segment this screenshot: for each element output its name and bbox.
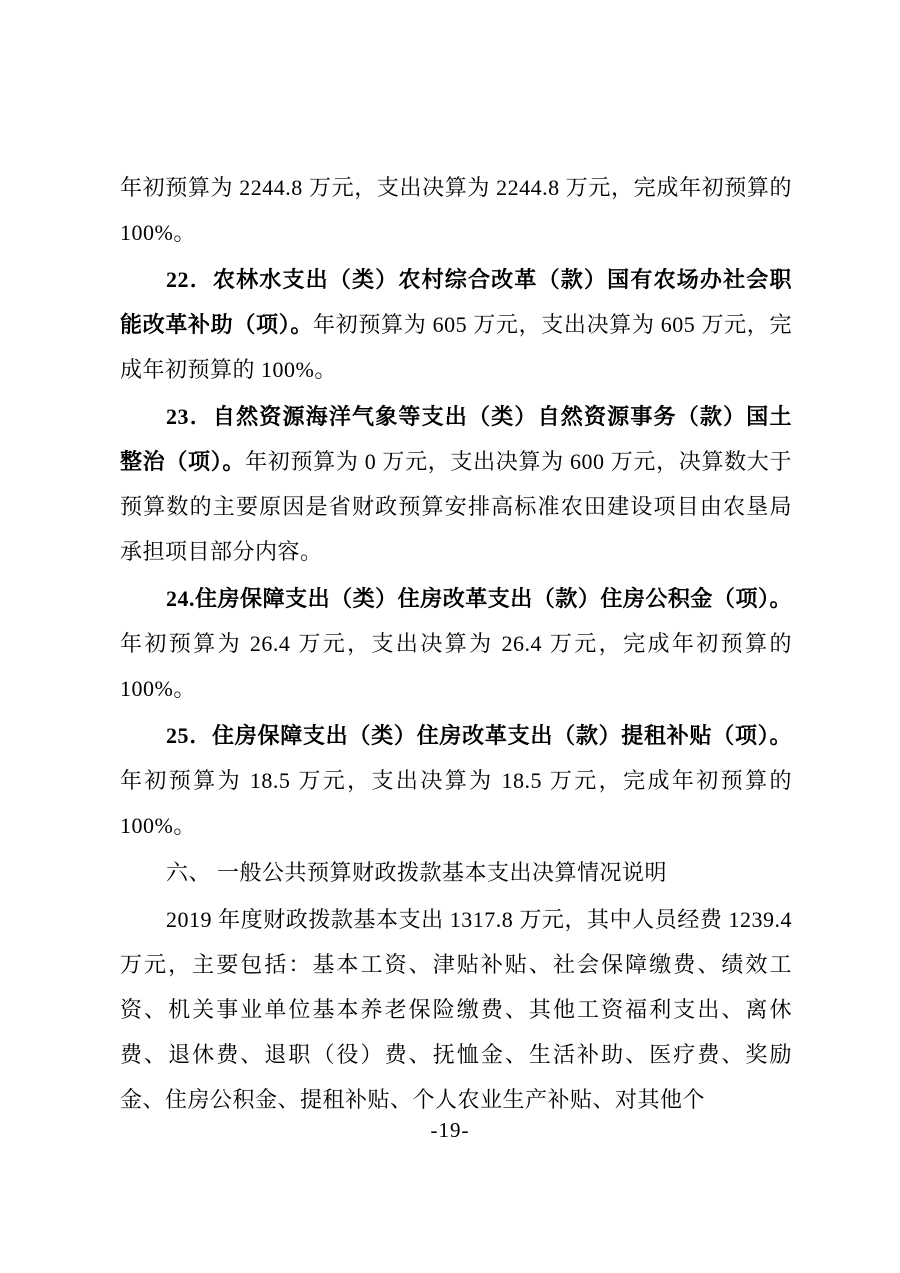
paragraph-text: 年初预算为 18.5 万元，支出决算为 18.5 万元，完成年初预算的 100%。 [120,768,792,838]
paragraph-text: 年初预算为 2244.8 万元，支出决算为 2244.8 万元，完成年初预算的 100%。 [120,175,792,245]
paragraph-text: 2019 年度财政拨款基本支出 1317.8 万元，其中人员经费 1239.4 万元，主要包括：基本工资、津贴补贴、社会保障缴费、绩效工资、机关事业单位基本养老保险缴费、其他工资福利支出、离休费、退休费、退职（役）费、抚恤金、生活补助、医疗费、奖励金、住房公积金、提租补贴、个人农业生产补贴、对其他个 [120,907,792,1112]
paragraph-lead: 25．住房保障支出（类）住房改革支出（款）提租补贴（项）。 [166,723,792,748]
paragraph-23 [120,394,792,574]
paragraph-lead: 24.住房保障支出（类）住房改革支出（款）住房公积金（项）。 [166,586,792,611]
page-number: -19- [430,1118,470,1142]
paragraph-lead: 23．自然资源海洋气象等支出（类）自然资源事务（款）国土整治（项）。 [120,404,792,474]
document-body [120,165,792,1124]
page-footer [0,1118,900,1143]
paragraph-22 [120,257,792,392]
paragraph-21-continuation [120,165,792,255]
paragraph-text: 年初预算为 0 万元，支出决算为 600 万元，决算数大于预算数的主要原因是省财政预算安排高标准农田建设项目由农垦局承担项目部分内容。 [120,449,792,564]
paragraph-lead: 22．农林水支出（类）农村综合改革（款）国有农场办社会职能改革补助（项）。 [120,267,792,337]
paragraph-25 [120,713,792,848]
section-heading-6 [120,850,792,895]
paragraph-text: 年初预算为 26.4 万元，支出决算为 26.4 万元，完成年初预算的 100%。 [120,631,792,701]
section-heading-text: 六、 一般公共预算财政拨款基本支出决算情况说明 [166,860,668,885]
paragraph-24 [120,576,792,711]
paragraph-text: 年初预算为 605 万元，支出决算为 605 万元，完成年初预算的 100%。 [120,312,792,382]
paragraph-basic-expenditure [120,897,792,1122]
